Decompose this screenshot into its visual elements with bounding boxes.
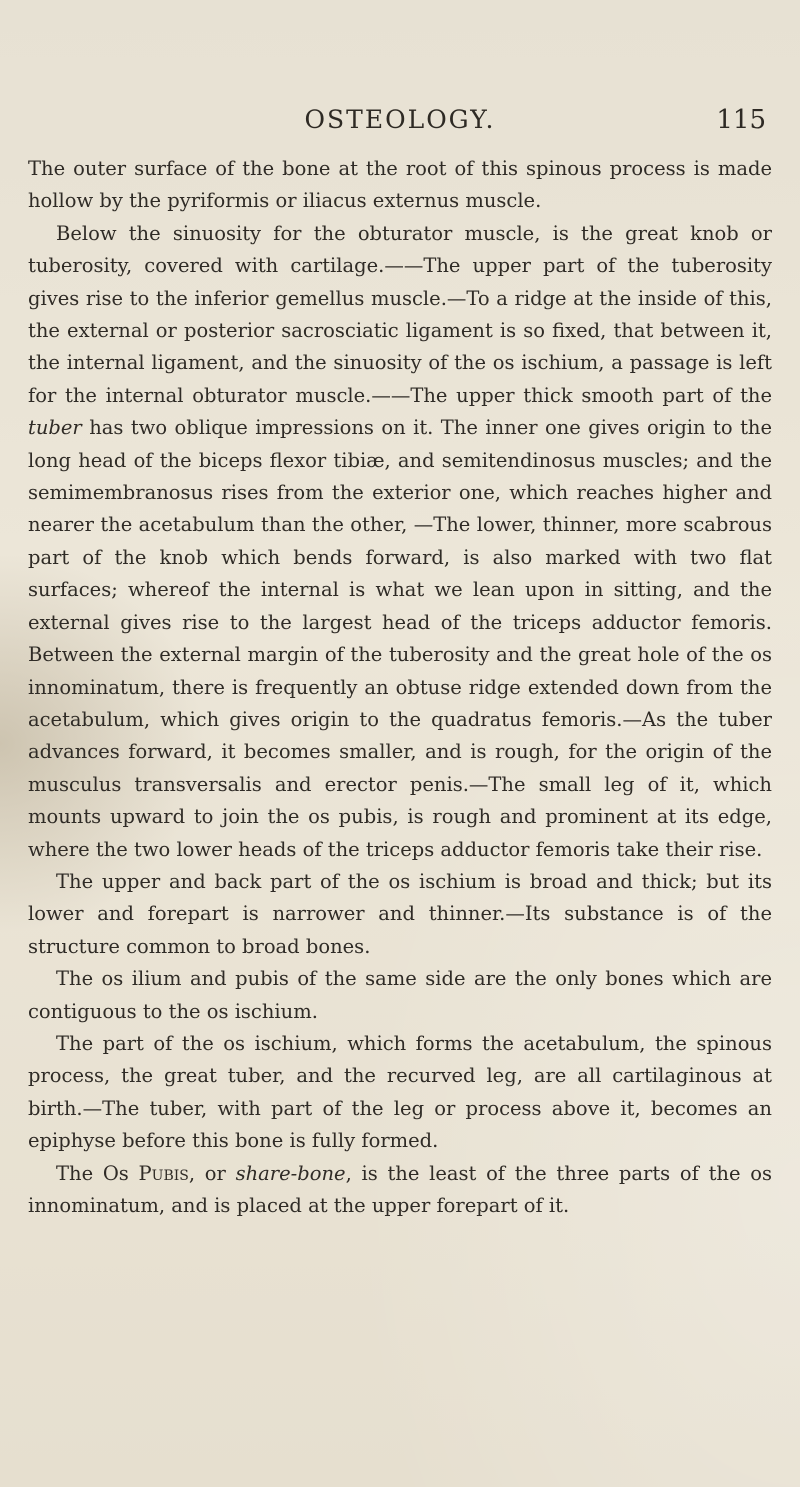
paragraph-pyriformis [28,153,772,218]
page-number: 115 [716,105,766,135]
smallcaps-term: Pubis [138,1161,189,1185]
paragraph-contiguous-bones [28,963,772,1028]
paragraph-text: The outer surface of the bone at the root of this spinous process is made hollow by the pyriformis or iliacus externus muscle. [28,157,772,213]
paragraph-os-pubis [28,1158,772,1223]
paragraph-text: Below the sinuosity for the obturator muscle, is the great knob or tuberosity, covered with cartilage.——The upper part of the tuberosity gives rise to the inferior gemellus muscle.—To a ridge at the inside of this, the external or posterior sacrosciatic ligament is so fixed, that between it, the internal ligament, and the sinuosity of the os ischium, a passage is left for the internal obturator muscle.——The upper thick smooth part of the [28,221,772,407]
paragraph-text: The os ilium and pubis of the same side are the only bones which are contiguous to the os ischium. [28,967,772,1023]
italic-term: tuber [28,416,82,440]
paragraph-text: The part of the os ischium, which forms the acetabulum, the spinous process, the great tuber, and the recurved leg, are all cartilaginous at birth.—The tuber, with part of the leg or process above it, becomes an epiphyse before this bone is fully formed. [28,1031,772,1153]
paragraph-text: has two oblique impressions on it. The inner one gives origin to the long head of the biceps flexor tibiæ, and semitendinosus muscles; and the semimembranosus rises from the exterior one, which reaches higher and nearer the acetabulum than the other, —The lower, thinner, more scabrous part of the knob which bends forward, is also marked with two flat surfaces; whereof the internal is what we lean upon in sitting, and the external gives rise to the largest head of the triceps adductor femoris. Between the external margin of the tuberosity and the great hole of the os innominatum, there is frequently an obtuse ridge extended down from the acetabulum, which gives origin to the quadratus femoris.—As the tuber advances forward, it becomes smaller, and is rough, for the origin of the musculus transversalis and erector penis.—The small leg of it, which mounts upward to join the os pubis, is rough and prominent at its edge, where the two lower heads of the triceps adductor femoris take their rise. [28,416,772,861]
paragraph-tuberosity [28,218,772,866]
paragraph-cartilaginous [28,1028,772,1158]
paragraph-lead: The Os [56,1161,139,1185]
paragraph-upper-back-part [28,866,772,963]
paragraph-text: The upper and back part of the os ischium is broad and thick; but its lower and forepart is narrower and thinner.—Its substance is of the structure common to broad bones. [28,869,772,958]
running-title: OSTEOLOGY. [304,105,496,134]
paragraph-mid: , or [188,1161,236,1185]
paragraph-tail: , is the least of the three parts of the os innominatum, and is placed at the upper forepart of it. [28,1161,772,1217]
body-text [28,153,772,1222]
running-head [0,105,800,145]
italic-term: share-bone [235,1161,346,1185]
